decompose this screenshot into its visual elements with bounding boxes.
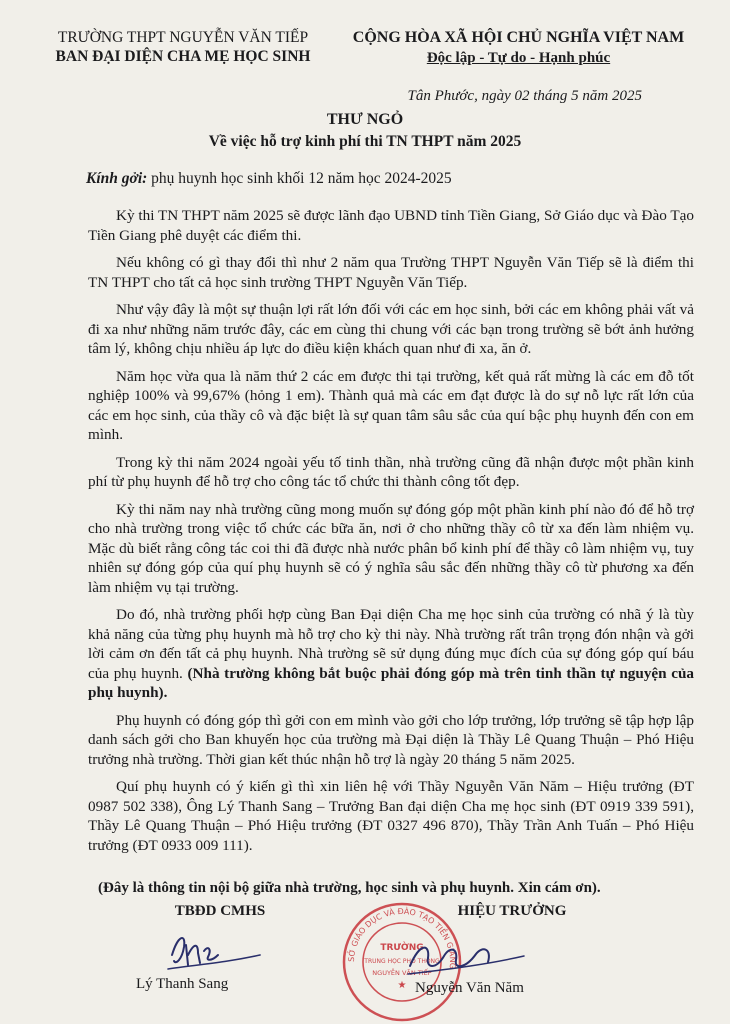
paragraph-9-contacts: Quí phụ huynh có ý kiến gì thì xin liên hệ với Thầy Nguyễn Văn Năm – Hiệu trưởng (ĐT 0987 502 338), Ông Lý Thanh Sang – Trưởng Ban đại diện Cha mẹ học sinh (ĐT 0919 339 591), Thầy Lê Quang Thuận – Phó Hiệu trưởng (ĐT 0327 496 870), Thầy Trần Anh Tuấn – Phó Hiệu trưởng (ĐT 0933 009 111). (88, 778, 694, 854)
internal-info-note: (Đây là thông tin nội bộ giữa nhà trường, học sinh và phụ huynh. Xin cám ơn). (98, 880, 601, 896)
seal-text-top: TRƯỜNG (380, 943, 424, 953)
school-header (38, 28, 328, 66)
parents-board-name: BAN ĐẠI DIỆN CHA MẸ HỌC SINH (55, 48, 311, 65)
parents-board-handwritten-signature (164, 925, 274, 973)
letter-body (88, 206, 694, 855)
paragraph-7 (88, 605, 694, 703)
national-header (336, 28, 701, 68)
paragraph-2: Nếu không có gì thay đổi thì như 2 năm qua Trường THPT Nguyễn Văn Tiếp sẽ là điểm thi TN THPT cho tất cả học sinh trường THPT Nguyễn Văn Tiếp. (88, 254, 694, 291)
paragraph-4: Năm học vừa qua là năm thứ 2 các em được thi tại trường, kết quả rất mừng là các em đỗ tốt nghiệp 100% và 99,67% (hỏng 1 em). Thành quả mà các em đạt được là do sự nỗ lực rất lớn của các em học sinh, của thầy cô và đặc biệt là sự quan tâm sâu sắc của quí bậc phụ huynh đến con em mình. (88, 367, 694, 443)
paragraph-7-text: Do đó, nhà trường phối hợp cùng Ban Đại diện Cha mẹ học sinh của trường có nhã ý là tùy khả năng của từng phụ huynh mà hỗ trợ cho kỳ thi này. Nhà trường rất trân trọng đón nhận và gởi lời cảm ơn đến tất cả phụ huynh. Nhà trường sẽ sử dụng đúng mục đích của sự đóng góp quí báu của phụ huynh. (88, 606, 694, 682)
principal-name: Nguyễn Văn Năm (415, 980, 524, 996)
seal-text-bottom: NGUYỄN VĂN TIẾP (372, 969, 432, 977)
paragraph-3: Như vậy đây là một sự thuận lợi rất lớn đối với các em học sinh, bởi các em không phải vất vả đi xa như những năm trước đây, các em cùng thi chung với các bạn trong trường sẽ bớt ảnh hưởng tâm lý, không chịu nhiều áp lực do điều kiện khách quan như đi xa, ăn ở. (88, 301, 694, 357)
country-name: CỘNG HÒA XÃ HỘI CHỦ NGHĨA VIỆT NAM (352, 29, 685, 46)
paragraph-1: Kỳ thi TN THPT năm 2025 sẽ được lãnh đạo UBND tỉnh Tiền Giang, Sở Giáo dục và Đào Tạo Tiền Giang phê duyệt các điểm thi. (88, 207, 694, 244)
parents-board-signature-block (150, 903, 290, 920)
paragraph-8: Phụ huynh có đóng góp thì gởi con em mình vào gởi cho lớp trưởng, lớp trưởng sẽ tập hợp lập danh sách gởi cho Ban khuyến học của trường mà Đại diện là Thầy Lê Quang Thuận – Phó Hiệu trưởng nhà trường. Thời gian kết thúc nhận hỗ trợ là ngày 20 tháng 5 năm 2025. (88, 711, 694, 768)
greeting (86, 170, 452, 188)
principal-handwritten-signature (400, 932, 530, 980)
parents-board-representative-name: Lý Thanh Sang (136, 976, 229, 992)
greeting-text: phụ huynh học sinh khối 12 năm học 2024-2025 (147, 170, 452, 187)
paragraph-6: Kỳ thi năm nay nhà trường cũng mong muốn sự đóng góp một phần kinh phí nào đó để hỗ trợ cho nhà trường trong việc tổ chức các bữa ăn, nơi ở cho những thầy cô từ xa đến làm nhiệm vụ. Mặc dù biết rằng công tác coi thi đã được nhà nước phân bổ kinh phí để thầy cô làm nhiệm vụ, tuy nhiên sự đóng góp của quí phụ huynh sẽ có ý nghĩa sâu sắc đến những thầy cô từ phương xa đến làm nhiệm vụ tại trường. (88, 500, 694, 596)
national-motto: Độc lập - Tự do - Hạnh phúc (426, 50, 611, 66)
principal-title: HIỆU TRƯỞNG (457, 903, 567, 919)
paragraph-5: Trong kỳ thi năm 2024 ngoài yếu tố tinh thần, nhà trường cũng đã nhận được một phần kinh phí từ phụ huynh để hỗ trợ cho công tác tổ chức thi thành công tốt đẹp. (88, 453, 694, 490)
paragraph-7-voluntary-note: (Nhà trường không bắt buộc phải đóng góp mà trên tinh thần tự nguyện của phụ huynh). (88, 664, 695, 701)
greeting-label: Kính gởi: (86, 170, 148, 187)
school-name: TRƯỜNG THPT NGUYỄN VĂN TIẾP (57, 29, 309, 46)
letter-date: Tân Phước, ngày 02 tháng 5 năm 2025 (407, 88, 642, 104)
letter-title: THƯ NGỎ (326, 111, 404, 128)
seal-star-icon: ★ (397, 980, 407, 991)
seal-ring-text: SỞ GIÁO DỤC VÀ ĐÀO TẠO TIỀN GIANG (346, 906, 458, 970)
seal-text-middle: TRUNG HỌC PHỔ THÔNG (364, 958, 440, 965)
parents-board-title: TBĐD CMHS (174, 903, 266, 919)
letter-subject: Về việc hỗ trợ kinh phí thi TN THPT năm 2025 (208, 133, 522, 150)
